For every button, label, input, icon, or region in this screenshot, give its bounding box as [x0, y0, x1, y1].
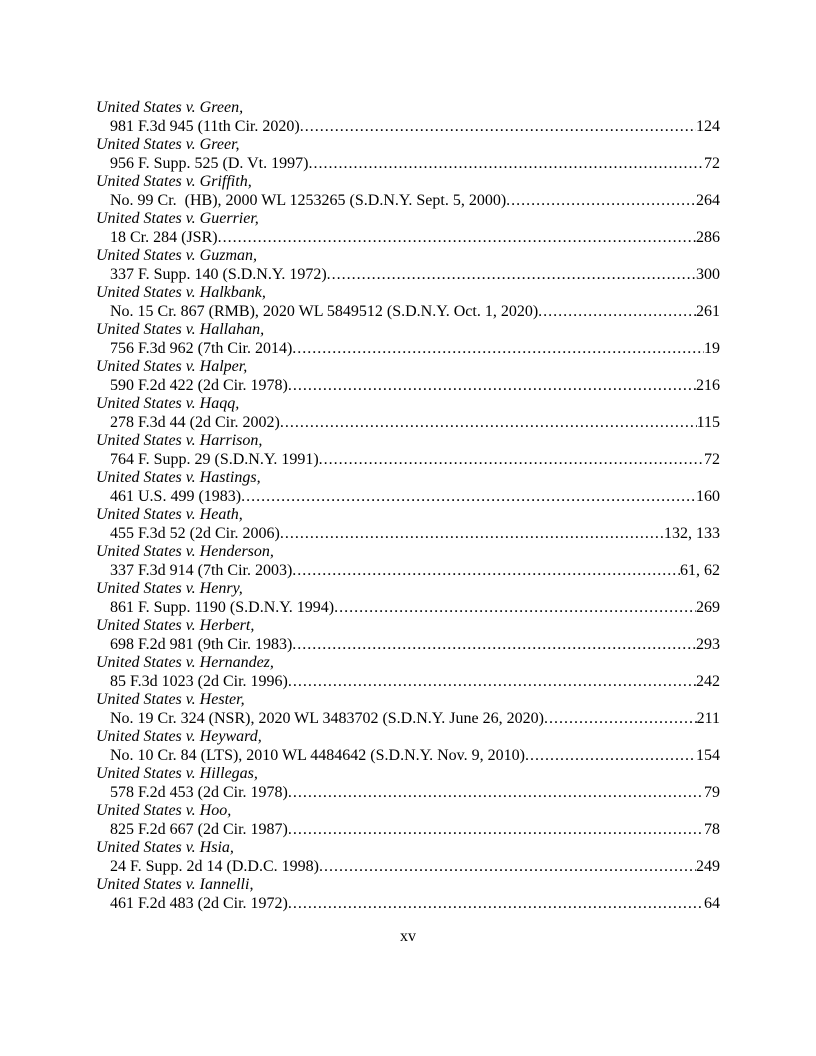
dot-leader [300, 118, 696, 137]
citation-line [96, 155, 720, 174]
toa-entry [96, 506, 720, 543]
page-number: 79 [704, 783, 720, 801]
case-name: United States v. Henderson, [96, 543, 274, 560]
citation-text: 590 F.2d 422 (2d Cir. 1978) [110, 376, 288, 394]
page-number: 132, 133 [664, 524, 720, 542]
page-number: 269 [696, 598, 720, 616]
citation-line [96, 858, 720, 877]
dot-leader [544, 710, 697, 729]
page-number: 242 [696, 672, 720, 690]
table-of-authorities [96, 99, 720, 913]
dot-leader [319, 451, 704, 470]
case-name: United States v. Halkbank, [96, 284, 266, 301]
citation-line [96, 747, 720, 766]
page-number: 286 [696, 228, 720, 246]
page-number: 154 [696, 746, 720, 764]
citation-text: No. 10 Cr. 84 (LTS), 2010 WL 4484642 (S.D.N.Y. Nov. 9, 2010) [110, 746, 525, 764]
citation-line [96, 414, 720, 433]
dot-leader [327, 266, 696, 285]
case-name: United States v. Heyward, [96, 728, 262, 745]
citation-text: 578 F.2d 453 (2d Cir. 1978) [110, 783, 288, 801]
citation-line [96, 673, 720, 692]
citation-line [96, 525, 720, 544]
citation-line [96, 895, 720, 914]
page-number: 19 [704, 339, 720, 357]
page-number: 61, 62 [680, 561, 720, 579]
toa-entry [96, 765, 720, 802]
toa-entry [96, 136, 720, 173]
citation-text: 18 Cr. 284 (JSR) [110, 228, 218, 246]
toa-entry [96, 247, 720, 284]
case-name: United States v. Hoo, [96, 802, 232, 819]
case-name: United States v. Hsia, [96, 839, 234, 856]
page-number: 115 [696, 413, 720, 431]
dot-leader [292, 340, 704, 359]
citation-text: No. 99 Cr. (HB), 2000 WL 1253265 (S.D.N.Y. Sept. 5, 2000) [110, 191, 507, 209]
dot-leader [280, 414, 697, 433]
citation-text: 461 F.2d 483 (2d Cir. 1972) [110, 894, 288, 912]
dot-leader [506, 192, 696, 211]
citation-text: 861 F. Supp. 1190 (S.D.N.Y. 1994) [110, 598, 335, 616]
toa-entry [96, 210, 720, 247]
citation-text: No. 19 Cr. 324 (NSR), 2020 WL 3483702 (S.D.N.Y. June 26, 2020) [110, 709, 544, 727]
citation-line [96, 303, 720, 322]
dot-leader [280, 525, 664, 544]
case-name: United States v. Heath, [96, 506, 243, 523]
citation-text: 337 F. Supp. 140 (S.D.N.Y. 1972) [110, 265, 327, 283]
case-name: United States v. Haqq, [96, 395, 240, 412]
page-number: 64 [704, 894, 720, 912]
citation-text: 698 F.2d 981 (9th Cir. 1983) [110, 635, 293, 653]
toa-entry [96, 543, 720, 580]
dot-leader [288, 673, 696, 692]
case-name: United States v. Harrison, [96, 432, 263, 449]
case-name: United States v. Green, [96, 99, 244, 116]
toa-entry [96, 358, 720, 395]
citation-line [96, 377, 720, 396]
citation-text: 764 F. Supp. 29 (S.D.N.Y. 1991) [110, 450, 319, 468]
citation-text: No. 15 Cr. 867 (RMB), 2020 WL 5849512 (S.D.N.Y. Oct. 1, 2020) [110, 302, 539, 320]
citation-text: 24 F. Supp. 2d 14 (D.D.C. 1998) [110, 857, 319, 875]
page-number: 293 [696, 635, 720, 653]
toa-entry [96, 395, 720, 432]
citation-line [96, 784, 720, 803]
citation-line [96, 266, 720, 285]
toa-entry [96, 580, 720, 617]
page-footer: xv [400, 928, 416, 945]
dot-leader [319, 858, 696, 877]
dot-leader [288, 821, 704, 840]
citation-text: 461 U.S. 499 (1983) [110, 487, 242, 505]
citation-text: 756 F.3d 962 (7th Cir. 2014) [110, 339, 293, 357]
case-name: United States v. Hernandez, [96, 654, 274, 671]
page-number: 211 [696, 709, 720, 727]
page-number: 72 [704, 154, 720, 172]
page-number: 124 [696, 117, 720, 135]
citation-text: 455 F.3d 52 (2d Cir. 2006) [110, 524, 280, 542]
citation-line [96, 340, 720, 359]
toa-entry [96, 284, 720, 321]
citation-text: 85 F.3d 1023 (2d Cir. 1996) [110, 672, 288, 690]
citation-line [96, 451, 720, 470]
case-name: United States v. Guzman, [96, 247, 258, 264]
dot-leader [288, 784, 704, 803]
page-number: 261 [696, 302, 720, 320]
toa-entry [96, 691, 720, 728]
citation-line [96, 710, 720, 729]
citation-line [96, 488, 720, 507]
page-number: 160 [696, 487, 720, 505]
dot-leader [241, 488, 696, 507]
toa-entry [96, 99, 720, 136]
toa-entry [96, 839, 720, 876]
dot-leader [288, 895, 704, 914]
toa-entry [96, 469, 720, 506]
page-number: 216 [696, 376, 720, 394]
page-number: 249 [696, 857, 720, 875]
toa-entry [96, 173, 720, 210]
citation-text: 337 F.3d 914 (7th Cir. 2003) [110, 561, 293, 579]
case-name: United States v. Greer, [96, 136, 240, 153]
citation-line [96, 821, 720, 840]
page-number: 72 [704, 450, 720, 468]
citation-text: 956 F. Supp. 525 (D. Vt. 1997) [110, 154, 309, 172]
citation-line [96, 562, 720, 581]
page-number: 78 [704, 820, 720, 838]
toa-entry [96, 728, 720, 765]
toa-entry [96, 321, 720, 358]
page-number: 300 [696, 265, 720, 283]
case-name: United States v. Herbert, [96, 617, 255, 634]
citation-text: 278 F.3d 44 (2d Cir. 2002) [110, 413, 280, 431]
dot-leader [292, 562, 680, 581]
page-number: 264 [696, 191, 720, 209]
toa-entry [96, 617, 720, 654]
case-name: United States v. Halper, [96, 358, 248, 375]
citation-line [96, 636, 720, 655]
dot-leader [525, 747, 696, 766]
case-name: United States v. Griffith, [96, 173, 252, 190]
case-name: United States v. Hester, [96, 691, 245, 708]
toa-entry [96, 432, 720, 469]
dot-leader [218, 229, 696, 248]
case-name: United States v. Hallahan, [96, 321, 265, 338]
citation-line [96, 192, 720, 211]
dot-leader [308, 155, 704, 174]
dot-leader [334, 599, 696, 618]
citation-line [96, 229, 720, 248]
toa-entry [96, 654, 720, 691]
citation-text: 981 F.3d 945 (11th Cir. 2020) [110, 117, 300, 135]
dot-leader [292, 636, 696, 655]
dot-leader [538, 303, 696, 322]
citation-text: 825 F.2d 667 (2d Cir. 1987) [110, 820, 288, 838]
citation-line [96, 599, 720, 618]
case-name: United States v. Henry, [96, 580, 243, 597]
citation-line [96, 118, 720, 137]
toa-entry [96, 802, 720, 839]
dot-leader [288, 377, 696, 396]
case-name: United States v. Guerrier, [96, 210, 259, 227]
case-name: United States v. Hastings, [96, 469, 261, 486]
case-name: United States v. Iannelli, [96, 876, 254, 893]
toa-entry [96, 876, 720, 913]
case-name: United States v. Hillegas, [96, 765, 258, 782]
